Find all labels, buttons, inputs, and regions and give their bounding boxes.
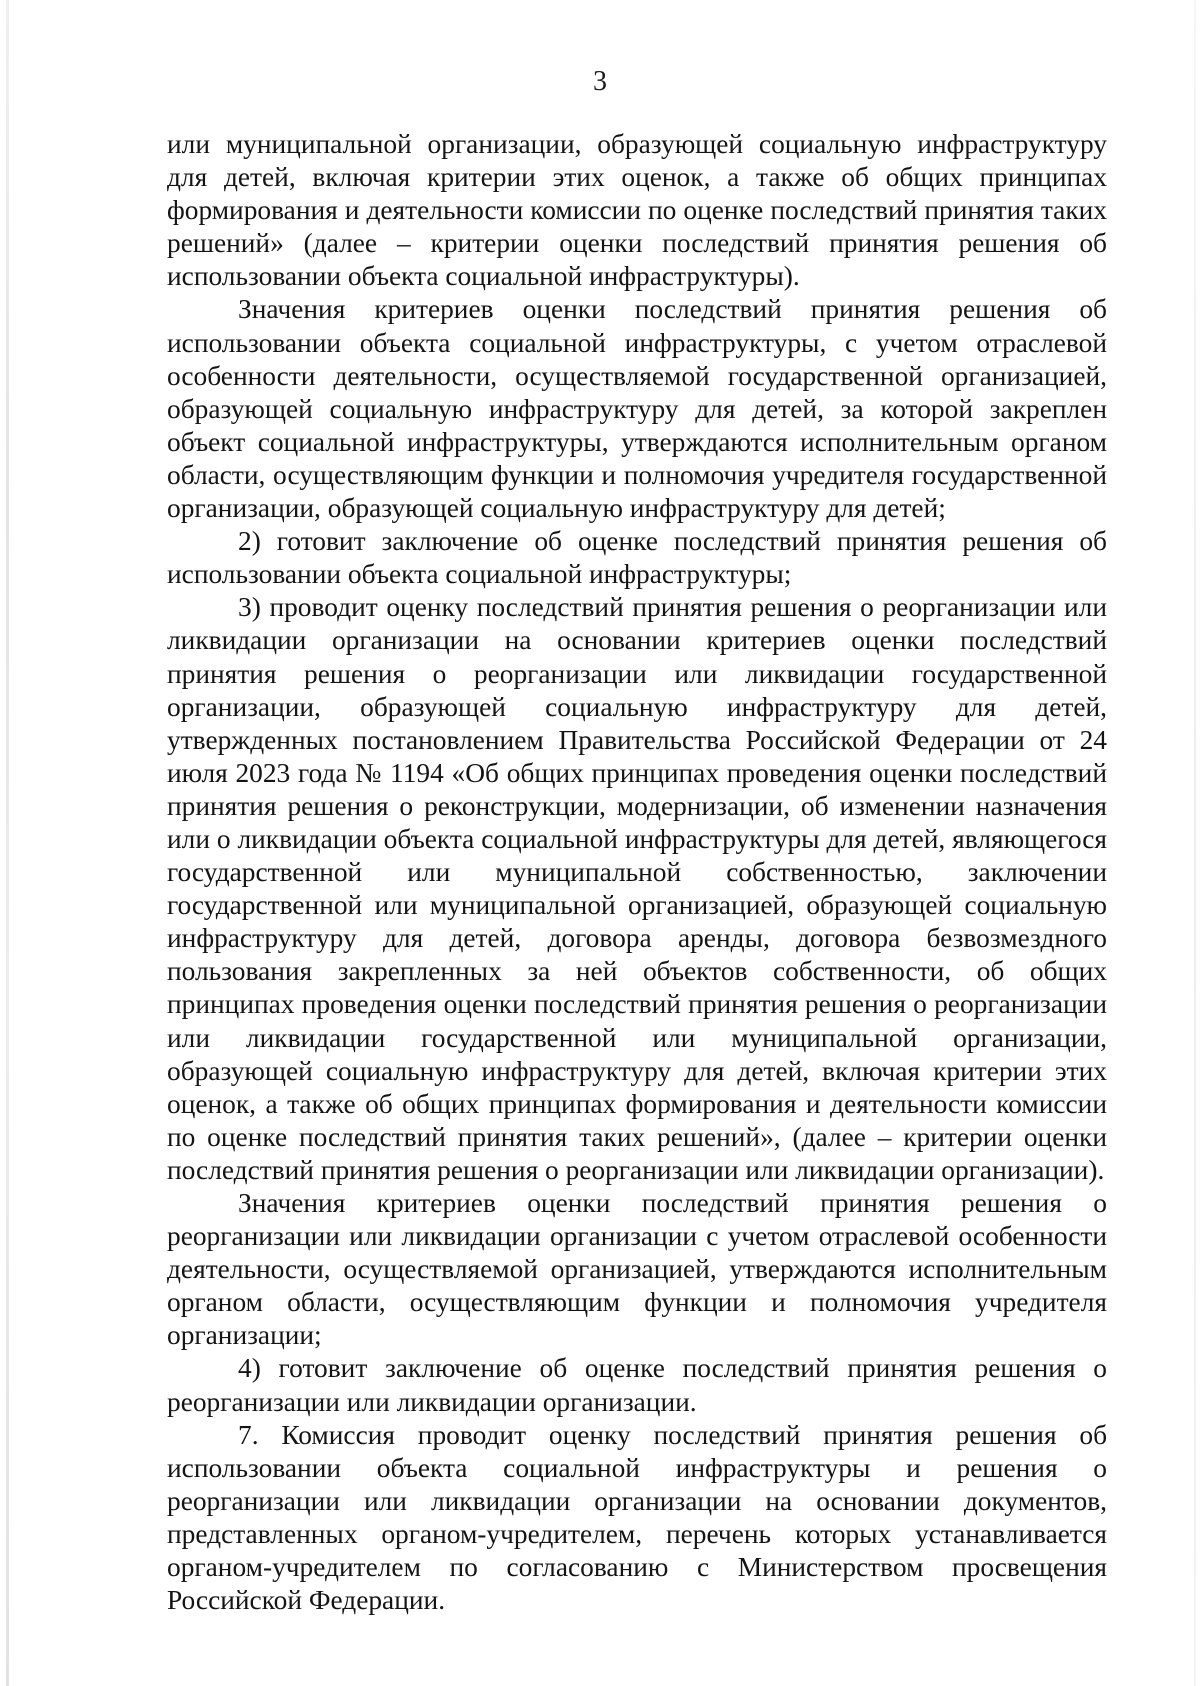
- page-number: 3: [593, 66, 607, 97]
- paragraph-criteria-values-infrastructure: Значения критериев оценки последствий принятия решения об использовании объекта социальной инфраструктуры, с учетом отраслевой особенности деятельности, осуществляемой государственной организацией, образующей социальную инфраструктуру для детей, за которой закреплен объект социальной инфраструктуры, утверждаются исполнительным органом области, осуществляющим функции и полномочия учредителя государственной организации, образующей социальную инфраструктуру для детей;: [167, 294, 1107, 524]
- paragraph-criteria-values-reorganization: Значения критериев оценки последствий принятия решения о реорганизации или ликвидации организации с учетом отраслевой особенности деятельности, осуществляемой организацией, утверждаются исполнительным органом области, осуществляющим функции и полномочия учредителя организации;: [167, 1188, 1107, 1351]
- paragraph-continuation: или муниципальной организации, образующей социальную инфраструктуру для детей, включая критерии этих оценок, а также об общих принципах формирования и деятельности комиссии по оценке последствий принятия таких решений» (далее – критерии оценки последствий принятия решения об использовании объекта социальной инфраструктуры).: [167, 129, 1107, 292]
- paragraph-item-2: 2) готовит заключение об оценке последствий принятия решения об использовании объекта социальной инфраструктуры;: [167, 526, 1107, 590]
- scan-edge-left: [6, 0, 9, 1686]
- paragraph-item-3: 3) проводит оценку последствий принятия решения о реорганизации или ликвидации организации на основании критериев оценки последствий принятия решения о реорганизации или ликвидации государственной организации, образующей социальную инфраструктуру для детей, утвержденных постановлением Правительства Российской Федерации от 24 июля 2023 года № 1194 «Об общих принципах проведения оценки последствий принятия решения о реконструкции, модернизации, об изменении назначения или о ликвидации объекта социальной инфраструктуры для детей, являющегося государственной или муниципальной собственностью, заключении государственной или муниципальной организацией, образующей социальную инфраструктуру для детей, договора аренды, договора безвозмездного пользования закрепленных за ней объектов собственности, об общих принципах проведения оценки последствий принятия решения о реорганизации или ликвидации государственной или муниципальной организации, образующей социальную инфраструктуру для детей, включая критерии этих оценок, а также об общих принципах формирования и деятельности комиссии по оценке последствий принятия таких решений», (далее – критерии оценки последствий принятия решения о реорганизации или ликвидации организации).: [167, 592, 1107, 1185]
- paragraph-item-4: 4) готовит заключение об оценке последствий принятия решения о реорганизации или ликвидации организации.: [167, 1353, 1107, 1417]
- paragraph-section-7: 7. Комиссия проводит оценку последствий принятия решения об использовании объекта социальной инфраструктуры и решения о реорганизации или ликвидации организации на основании документов, представленных органом-учредителем, перечень которых устанавливается органом-учредителем по согласованию с Министерством просвещения Российской Федерации.: [167, 1419, 1107, 1616]
- scan-edge-right: [1194, 0, 1196, 1686]
- document-body: [167, 128, 1107, 1617]
